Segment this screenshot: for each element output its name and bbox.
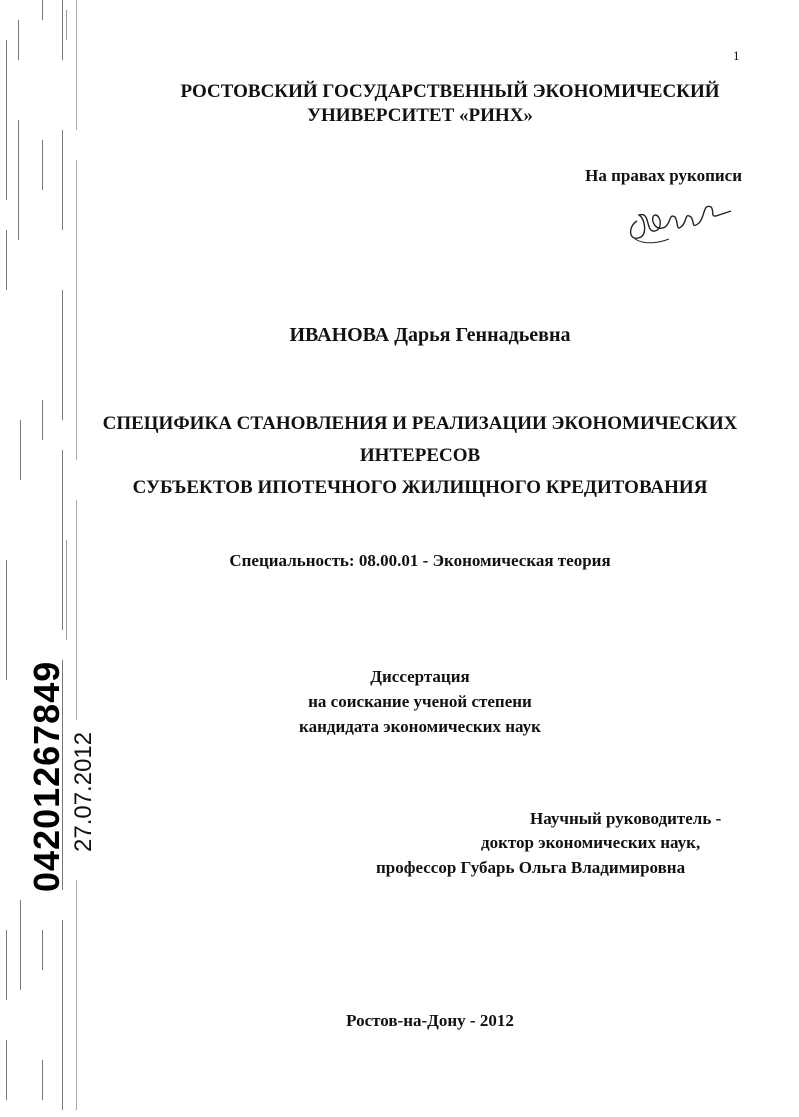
dissertation-type-line2: на соискание ученой степени xyxy=(308,692,532,711)
supervisor-line2: доктор экономических наук, xyxy=(481,833,701,852)
library-stamp-date: 27.07.2012 xyxy=(70,731,97,852)
speciality: Специальность: 08.00.01 - Экономическая теория xyxy=(229,551,611,570)
dissertation-title-line2: ИНТЕРЕСОВ xyxy=(359,445,481,466)
signature-icon xyxy=(625,193,735,253)
university-name-line2: УНИВЕРСИТЕТ «РИНХ» xyxy=(307,105,533,126)
page-number: 1 xyxy=(733,48,740,63)
dissertation-type-line3: кандидата экономических наук xyxy=(299,717,541,736)
author-name: ИВАНОВА Дарья Геннадьевна xyxy=(289,324,571,346)
supervisor-line3: профессор Губарь Ольга Владимировна xyxy=(376,858,686,877)
scan-margin xyxy=(0,0,85,1117)
city-year: Ростов-на-Дону - 2012 xyxy=(346,1011,514,1030)
library-stamp-number: 04201267849 xyxy=(26,660,67,892)
dissertation-type-line1: Диссертация xyxy=(370,667,470,686)
university-name-line1: РОСТОВСКИЙ ГОСУДАРСТВЕННЫЙ ЭКОНОМИЧЕСКИЙ xyxy=(180,81,720,102)
dissertation-title-line3: СУБЪЕКТОВ ИПОТЕЧНОГО ЖИЛИЩНОГО КРЕДИТОВАНИЯ xyxy=(132,477,708,498)
manuscript-note: На правах рукописи xyxy=(585,166,742,185)
supervisor-line1: Научный руководитель - xyxy=(530,809,722,828)
dissertation-title-line1: СПЕЦИФИКА СТАНОВЛЕНИЯ И РЕАЛИЗАЦИИ ЭКОНОМИЧЕСКИХ xyxy=(102,413,738,434)
